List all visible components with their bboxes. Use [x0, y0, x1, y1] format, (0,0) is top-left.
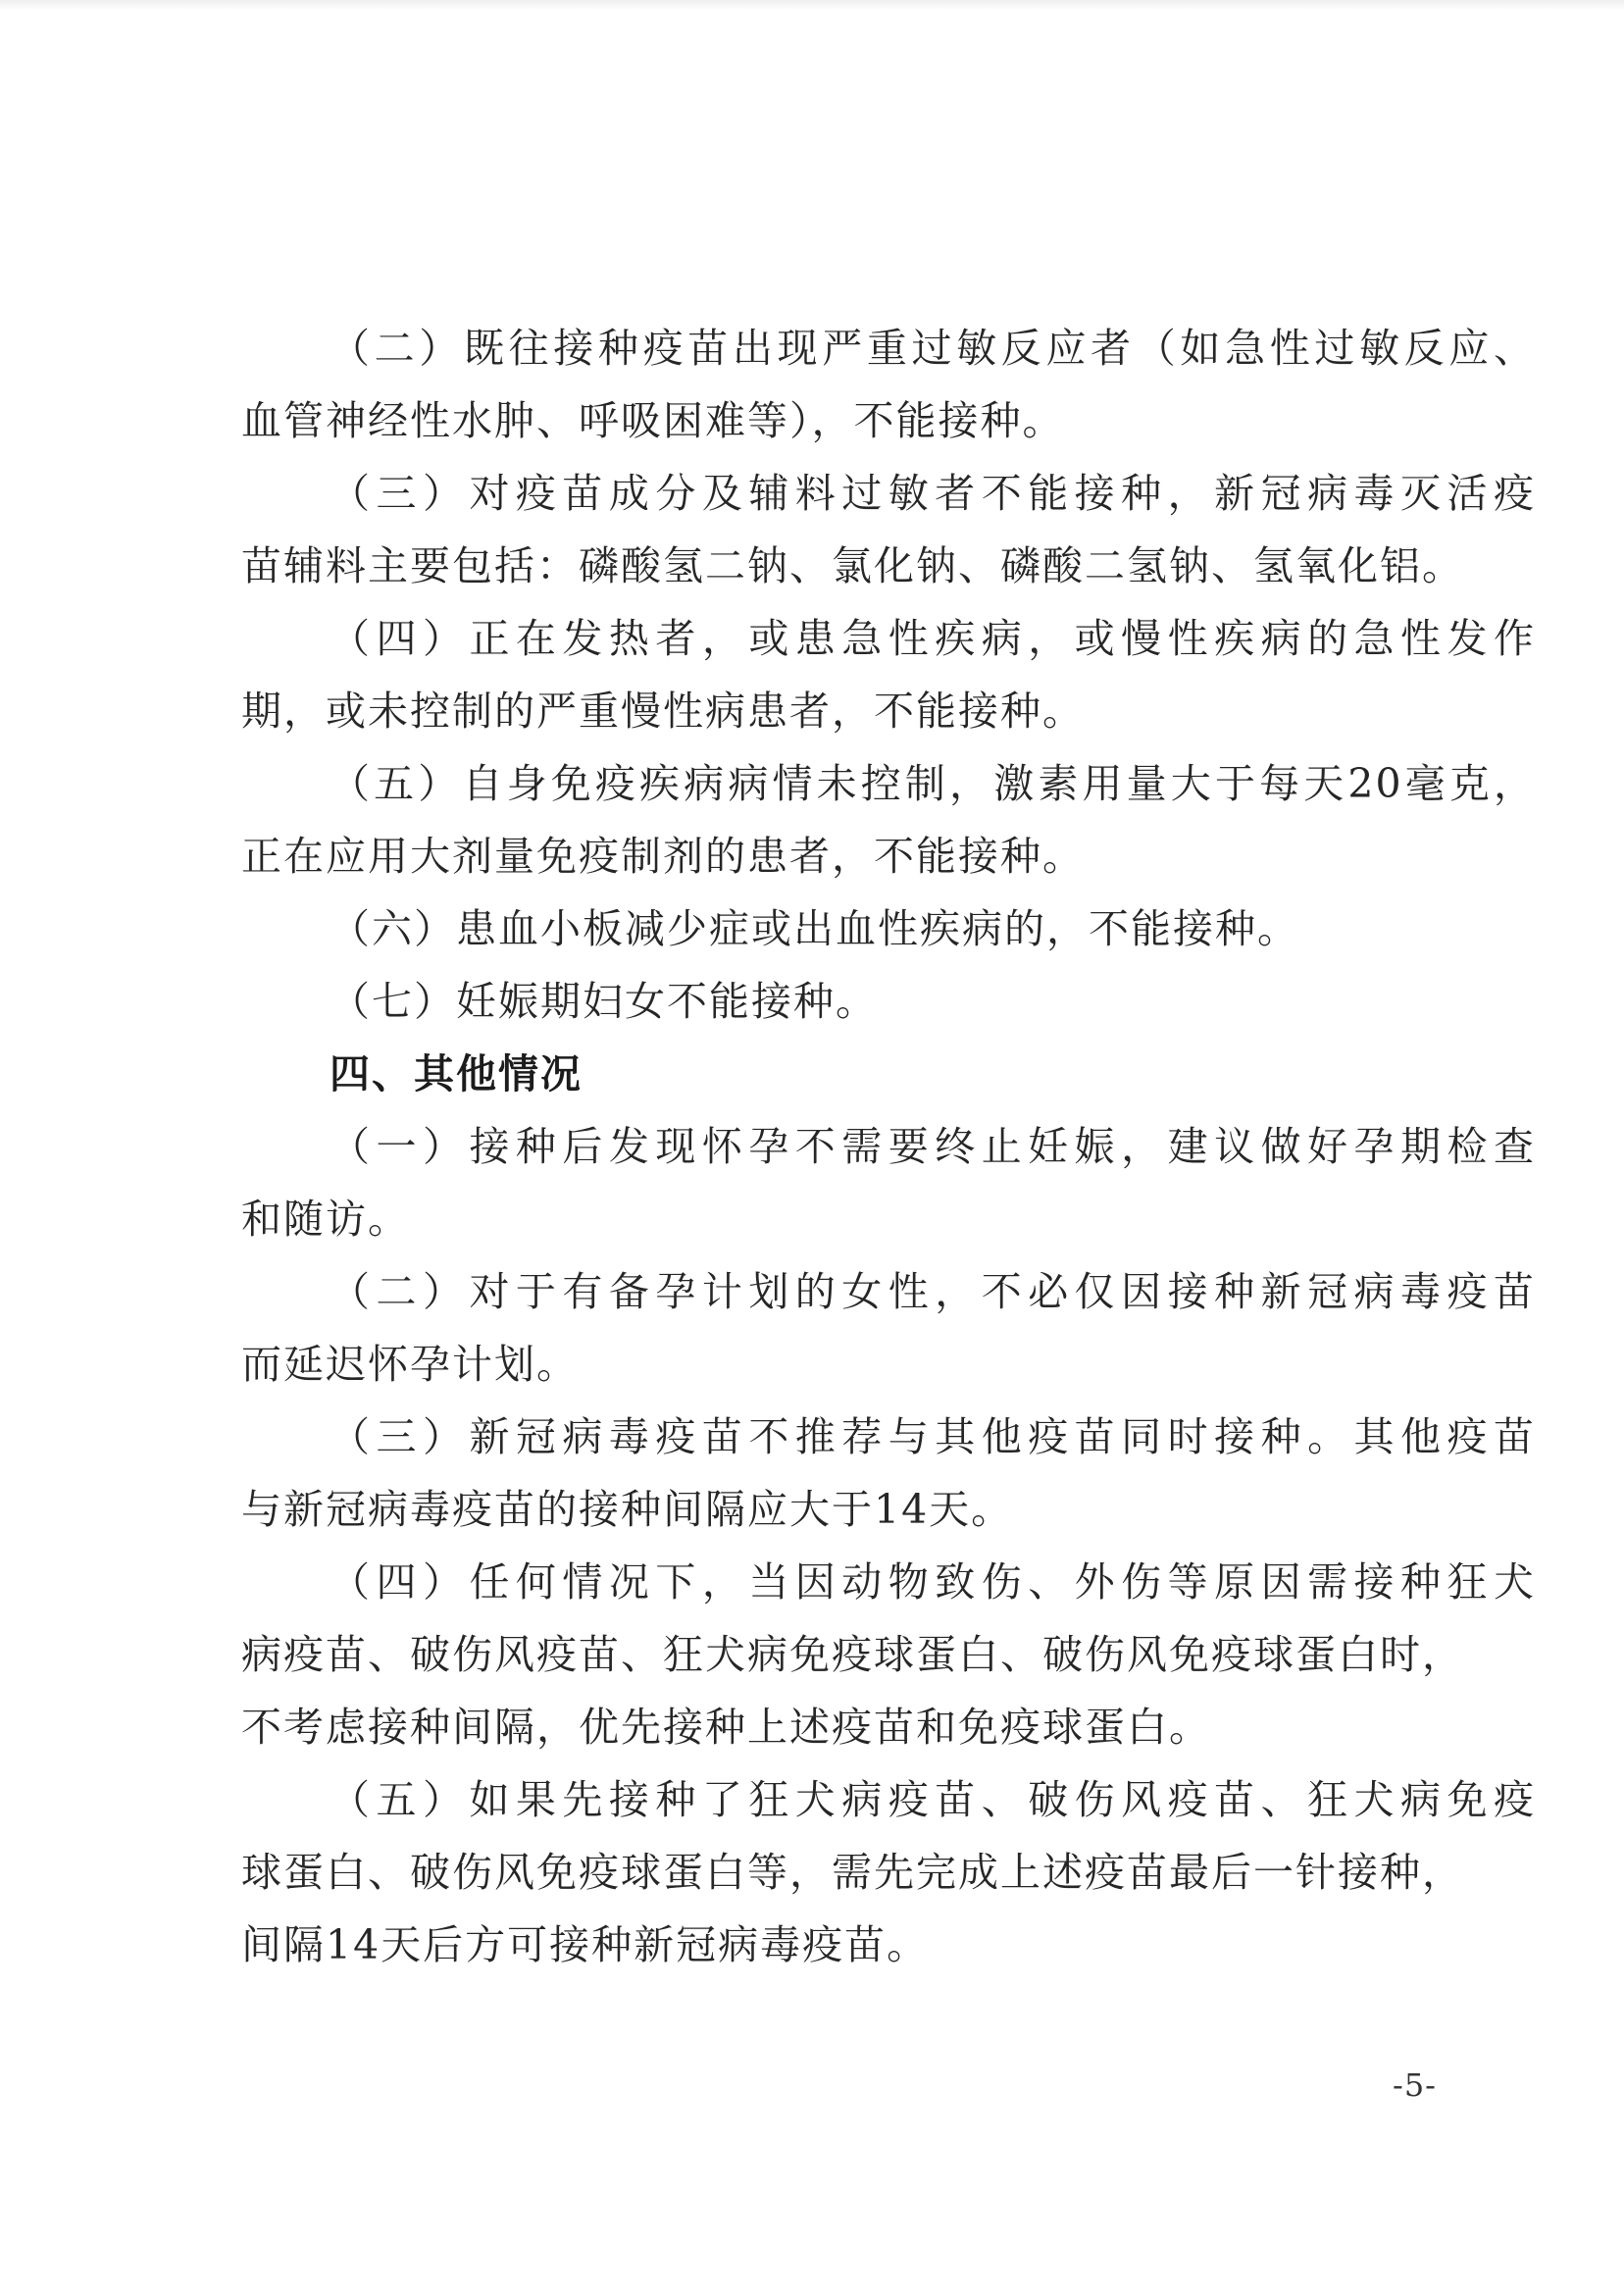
text-line: （五）自身免疫疾病病情未控制，激素用量大于每天20毫克，: [330, 760, 1536, 807]
text-line: （三）新冠病毒疫苗不推荐与其他疫苗同时接种。其他疫苗: [330, 1413, 1536, 1460]
scan-edge-shadow: [0, 0, 1624, 10]
text-line: 和随访。: [241, 1196, 410, 1243]
text-line: （三）对疫苗成分及辅料过敏者不能接种，新冠病毒灭活疫: [330, 470, 1536, 517]
page-number: -5-: [1393, 2066, 1437, 2104]
text-line: （七）妊娠期妇女不能接种。: [330, 978, 878, 1025]
text-line: 期，或未控制的严重慢性病患者，不能接种。: [241, 688, 1085, 735]
text-line: （一）接种后发现怀孕不需要终止妊娠，建议做好孕期检查: [330, 1123, 1536, 1170]
text-line: （六）患血小板减少症或出血性疾病的，不能接种。: [330, 905, 1299, 952]
text-line: 苗辅料主要包括：磷酸氢二钠、氯化钠、磷酸二氢钠、氢氧化铝。: [241, 542, 1464, 589]
text-line: （二）对于有备孕计划的女性，不必仅因接种新冠病毒疫苗: [330, 1268, 1536, 1315]
text-line: （二）既往接种疫苗出现严重过敏反应者（如急性过敏反应、: [330, 325, 1536, 372]
text-line: （五）如果先接种了狂犬病疫苗、破伤风疫苗、狂犬病免疫: [330, 1776, 1536, 1823]
text-line: 病疫苗、破伤风疫苗、狂犬病免疫球蛋白、破伤风免疫球蛋白时，: [241, 1631, 1464, 1678]
text-line: 与新冠病毒疫苗的接种间隔应大于14天。: [241, 1486, 1014, 1533]
document-body: [241, 312, 1536, 1981]
text-line: （四）正在发热者，或患急性疾病，或慢性疾病的急性发作: [330, 615, 1536, 662]
section-heading: 四、其他情况: [330, 1050, 583, 1097]
text-line: 血管神经性水肿、呼吸困难等），不能接种。: [241, 397, 1065, 444]
text-line: 不考虑接种间隔，优先接种上述疫苗和免疫球蛋白。: [241, 1704, 1211, 1751]
text-line: 而延迟怀孕计划。: [241, 1341, 579, 1388]
text-line: 球蛋白、破伤风免疫球蛋白等，需先完成上述疫苗最后一针接种，: [241, 1849, 1464, 1896]
text-line: 正在应用大剂量免疫制剂的患者，不能接种。: [241, 833, 1085, 880]
text-line: （四）任何情况下，当因动物致伤、外伤等原因需接种狂犬: [330, 1558, 1536, 1606]
text-line: 间隔14天后方可接种新冠病毒疫苗。: [241, 1921, 930, 1968]
